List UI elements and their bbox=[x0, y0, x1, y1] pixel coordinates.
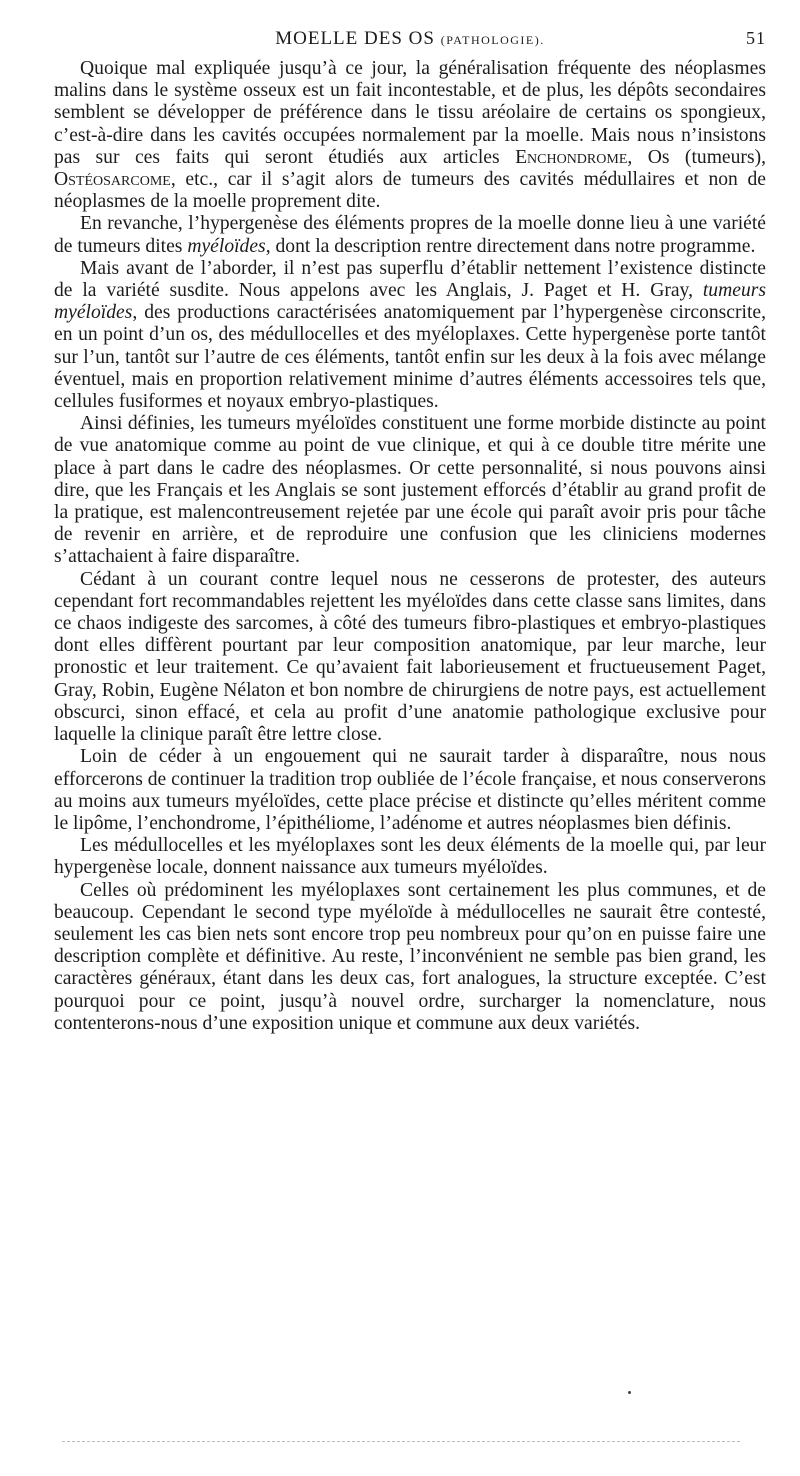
paragraph-2 bbox=[54, 213, 766, 257]
paragraph-1 bbox=[54, 58, 766, 213]
paragraph-8: Celles où prédominent les myéloplaxes sont certainement les plus communes, et de beaucoup. Cependant le second type myéloïde à médullocelles ne saurait être contesté, seulement les cas bien nets sont encore trop peu nombreux pour qu’on en puisse faire une description complète et définitive. Au reste, l’inconvénient ne semble pas bien grand, les caractères généraux, étant dans les deux cas, fort analogues, la structure exceptée. C’est pourquoi pour ce point, jusqu’à nouvel ordre, surcharger la nomenclature, nous contenterons-nous d’une exposition unique et commune aux deux variétés. bbox=[54, 879, 766, 1034]
term-myeloides: myéloïdes bbox=[187, 235, 266, 257]
paragraph-3 bbox=[54, 258, 766, 413]
paragraph-1-text-a: Quoique mal expliquée jusqu’à ce jour, la généralisation fréquente des néoplasmes malins dans le système osseux est un fait incontestable, et de plus, les dépôts secondaires semblent se développer de préférence dans le tissu aréolaire de certains os spongieux, c’est-à-dire dans les cavités occupées normalement par la moelle. Mais nous n’insistons pas sur ces faits qui seront étudiés aux articles bbox=[54, 58, 766, 168]
page-number: 51 bbox=[746, 28, 766, 48]
paragraph-5: Cédant à un courant contre lequel nous ne cesserons de protester, des auteurs cependant fort recommandables rejettent les myéloïdes dans cette classe sans limites, dans ce chaos indigeste des sarcomes, à côté des tumeurs fibro-plastiques et embryo-plastiques dont elles diffèrent pourtant par leur composition anatomique, par leur marche, leur pronostic et leur traitement. Ce qu’avaient fait laborieusement et fructueusement Paget, Gray, Robin, Eugène Nélaton et bon nombre de chirurgiens de notre pays, est actuellement obscurci, sinon effacé, et cela au profit d’une anatomie pathologique exclusive pour laquelle la clinique paraît être lettre close. bbox=[54, 568, 766, 746]
paragraph-6: Loin de céder à un engouement qui ne saurait tarder à disparaître, nous nous efforcerons de continuer la tradition trop oubliée de l’école française, et nous conserverons au moins aux tumeurs myéloïdes, cette place précise et distincte qu’elles méritent comme le lipôme, l’enchondrome, l’épithéliome, l’adénome et autres néoplasmes bien définis. bbox=[54, 746, 766, 834]
running-title bbox=[54, 28, 766, 50]
running-head bbox=[54, 24, 766, 58]
running-title-subtitle: (PATHOLOGIE). bbox=[440, 33, 545, 47]
paragraph-2-text-b: , dont la description rentre directement dans notre programme. bbox=[265, 235, 756, 257]
paragraph-2-text-a: En revanche, l’hypergenèse des éléments propres de la moelle donne lieu à une variété de tumeurs dites bbox=[54, 213, 766, 257]
end-dot bbox=[628, 1391, 631, 1394]
paragraph-3-text-b: , des productions caractérisées anatomiquement par l’hypergenèse circonscrite, en un point d’un os, des médullocelles et des myéloplaxes. Cette hypergenèse porte tantôt sur l’un, tantôt sur l’autre de ces éléments, tantôt enfin sur les deux à la fois avec mélange éventuel, mais en proportion relativement minime d’autres éléments accessoires tels que, cellules fusiformes et noyaux embryo-plastiques. bbox=[54, 302, 766, 413]
term-osteosarcome: Ostéosarcome bbox=[54, 169, 171, 191]
term-tumeurs-myeloides: tumeurs myéloïdes bbox=[54, 280, 766, 324]
term-enchondrome: Enchondrome bbox=[515, 146, 628, 168]
running-title-main: MOELLE DES OS bbox=[275, 28, 435, 49]
footer-rule bbox=[62, 1441, 740, 1442]
paragraph-4: Ainsi définies, les tumeurs myéloïdes constituent une forme morbide distincte au point de vue anatomique comme au point de vue clinique, et qui à ce double titre mérite une place à part dans le cadre des néoplasmes. Or cette personnalité, si nous pouvons ainsi dire, que les Français et les Anglais se sont justement efforcés d’établir au grand profit de la pratique, est malencontreusement rejetée par une école qui paraît avoir pris pour tâche de revenir en arrière, et de reproduire une confusion que les cliniciens modernes s’attachaient à faire disparaître. bbox=[54, 413, 766, 568]
paragraph-7: Les médullocelles et les myéloplaxes sont les deux éléments de la moelle qui, par leur hypergenèse locale, donnent naissance aux tumeurs myéloïdes. bbox=[54, 835, 766, 879]
paragraph-1-text-b: , Os (tumeurs), bbox=[627, 146, 767, 168]
body-text bbox=[54, 58, 766, 1035]
paragraph-1-text-c: , etc., car il s’agit alors de tumeurs des cavités médullaires et non de néoplasmes de la moelle proprement dite. bbox=[54, 169, 766, 213]
paragraph-3-text-a: Mais avant de l’aborder, il n’est pas superflu d’établir nettement l’existence distincte de la variété susdite. Nous appelons avec les Anglais, J. Paget et H. Gray, bbox=[54, 257, 766, 302]
